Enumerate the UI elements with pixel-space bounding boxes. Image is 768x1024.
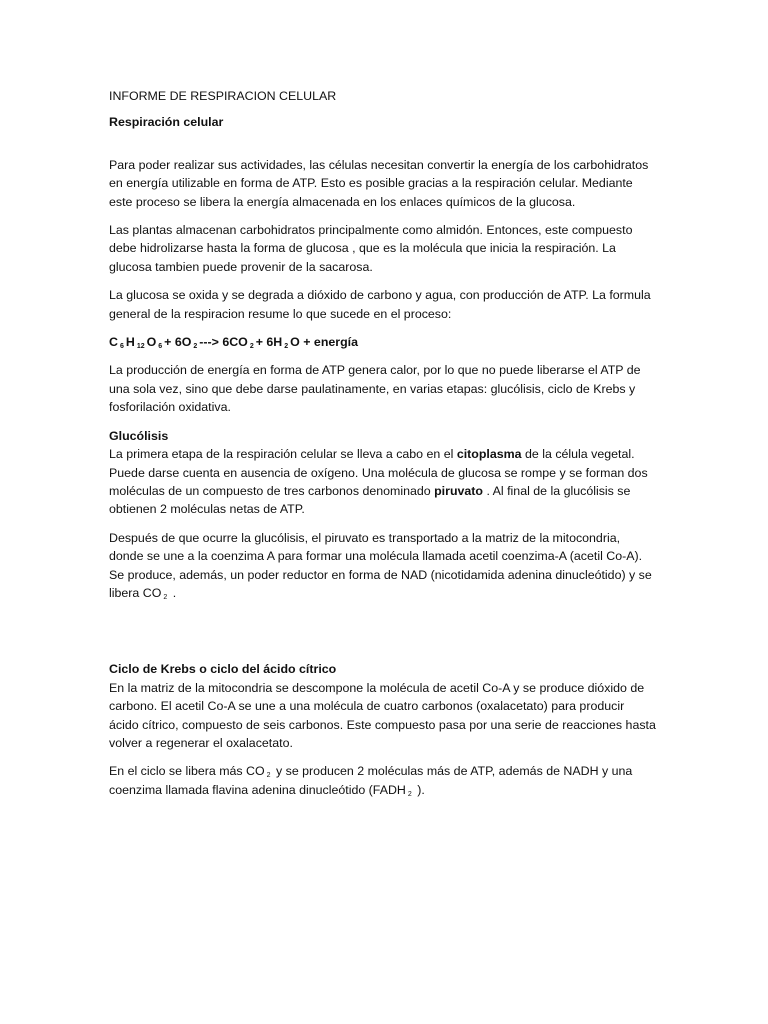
glucolisis-text-b: de la célula vegetal. Puede darse cuenta en ausencia de oxígeno. Una molécula de glucosa se rompe y se forman dos moléculas de un compuesto de tres carbonos denominado: [109, 447, 648, 498]
paragraph-glucolisis-1: [109, 445, 657, 519]
section-title-krebs: Ciclo de Krebs o ciclo del ácido cítrico: [109, 662, 337, 677]
document-body: [109, 87, 657, 809]
formula-h2-sub: 2: [284, 343, 289, 351]
document-title: INFORME DE RESPIRACION CELULAR: [109, 89, 337, 103]
krebs-2-end: ).: [413, 782, 425, 797]
glucolisis-text-c: . Al final de la glucólisis se obtienen 2 moléculas netas de ATP.: [109, 483, 631, 517]
glucolisis-2-end: .: [169, 585, 177, 600]
glucolisis-2-text: Después de que ocurre la glucólisis, el piruvato es transportado a la matriz de la mitocondria, donde se une a la coenzima A para formar una molécula llamada acetil coenzima-A (acetil Co-A). Se produce, además, un poder reductor en forma de NAD (nicotidamida adenina dinucleótido) y se libera CO: [109, 530, 652, 600]
krebs-2-sub-2: 2: [407, 790, 412, 798]
formula-c-sub: 6: [119, 343, 124, 351]
paragraph-oxidation: La glucosa se oxida y se degrada a dióxido de carbono y agua, con producción de ATP. La formula general de la respiracion resume lo que sucede en el proceso:: [109, 288, 651, 321]
glucolisis-2-sub: 2: [163, 593, 168, 601]
formula-o2: + 6O: [164, 335, 192, 350]
formula-c: C: [109, 335, 118, 350]
krebs-2-text-a: En el ciclo se libera más CO: [109, 764, 265, 779]
formula-h-sub: 12: [136, 343, 145, 351]
krebs-2-text-b: y se producen 2 moléculas más de ATP, además de NADH y una coenzima llamada flavina adenina dinucleótido (FADH: [109, 764, 633, 797]
respiration-formula: [109, 333, 657, 351]
paragraph-plants: Las plantas almacenan carbohidratos principalmente como almidón. Entonces, este compuesto debe hidrolizarse hasta la forma de glucosa , que es la molécula que inicia la respiración. La glucosa tambien puede provenir de la sacarosa.: [109, 223, 633, 274]
paragraph-energy: La producción de energía en forma de ATP genera calor, por lo que no puede liberarse el ATP de una sola vez, sino que debe darse paulatinamente, en varias etapas: glucólisis, ciclo de Krebs y fosforilación oxidativa.: [109, 363, 641, 415]
paragraph-glucolisis-2: [109, 529, 657, 603]
formula-o-sub: 6: [158, 343, 163, 351]
formula-tail: O + energía: [290, 335, 359, 350]
formula-o: O: [146, 335, 157, 350]
glucolisis-text-a: La primera etapa de la respiración celular se lleva a cabo en el: [109, 447, 457, 462]
formula-co2-sub: 2: [249, 343, 254, 351]
formula-h2: + 6H: [255, 335, 283, 350]
formula-h: H: [125, 335, 135, 350]
section-title-glucolisis: Glucólisis: [109, 428, 169, 443]
formula-arrow-co2: ---> 6CO: [199, 335, 248, 350]
paragraph-intro: Para poder realizar sus actividades, las células necesitan convertir la energía de los carbohidratos en energía utilizable en forma de ATP. Esto es posible gracias a la respiración celular. Mediante este proceso se libera la energía almacenada en los enlaces químicos de la glucosa.: [109, 157, 649, 209]
paragraph-krebs-1: En la matriz de la mitocondria se descompone la molécula de acetil Co-A y se produce dióxido de carbono. El acetil Co-A se une a una molécula de cuatro carbonos (oxalacetato) para producir ácido cítrico, compuesto de seis carbonos. Este compuesto pasa por una serie de reacciones hasta volver a regenerar el oxalacetato.: [109, 680, 656, 750]
paragraph-krebs-2: [109, 762, 657, 799]
glucolisis-citoplasma: citoplasma: [456, 447, 522, 462]
blank-space: [109, 612, 657, 660]
glucolisis-piruvato: piruvato: [434, 483, 483, 498]
section-title-respiracion: Respiración celular: [109, 115, 224, 130]
formula-o2-sub: 2: [193, 343, 198, 351]
krebs-2-sub-1: 2: [266, 772, 271, 780]
